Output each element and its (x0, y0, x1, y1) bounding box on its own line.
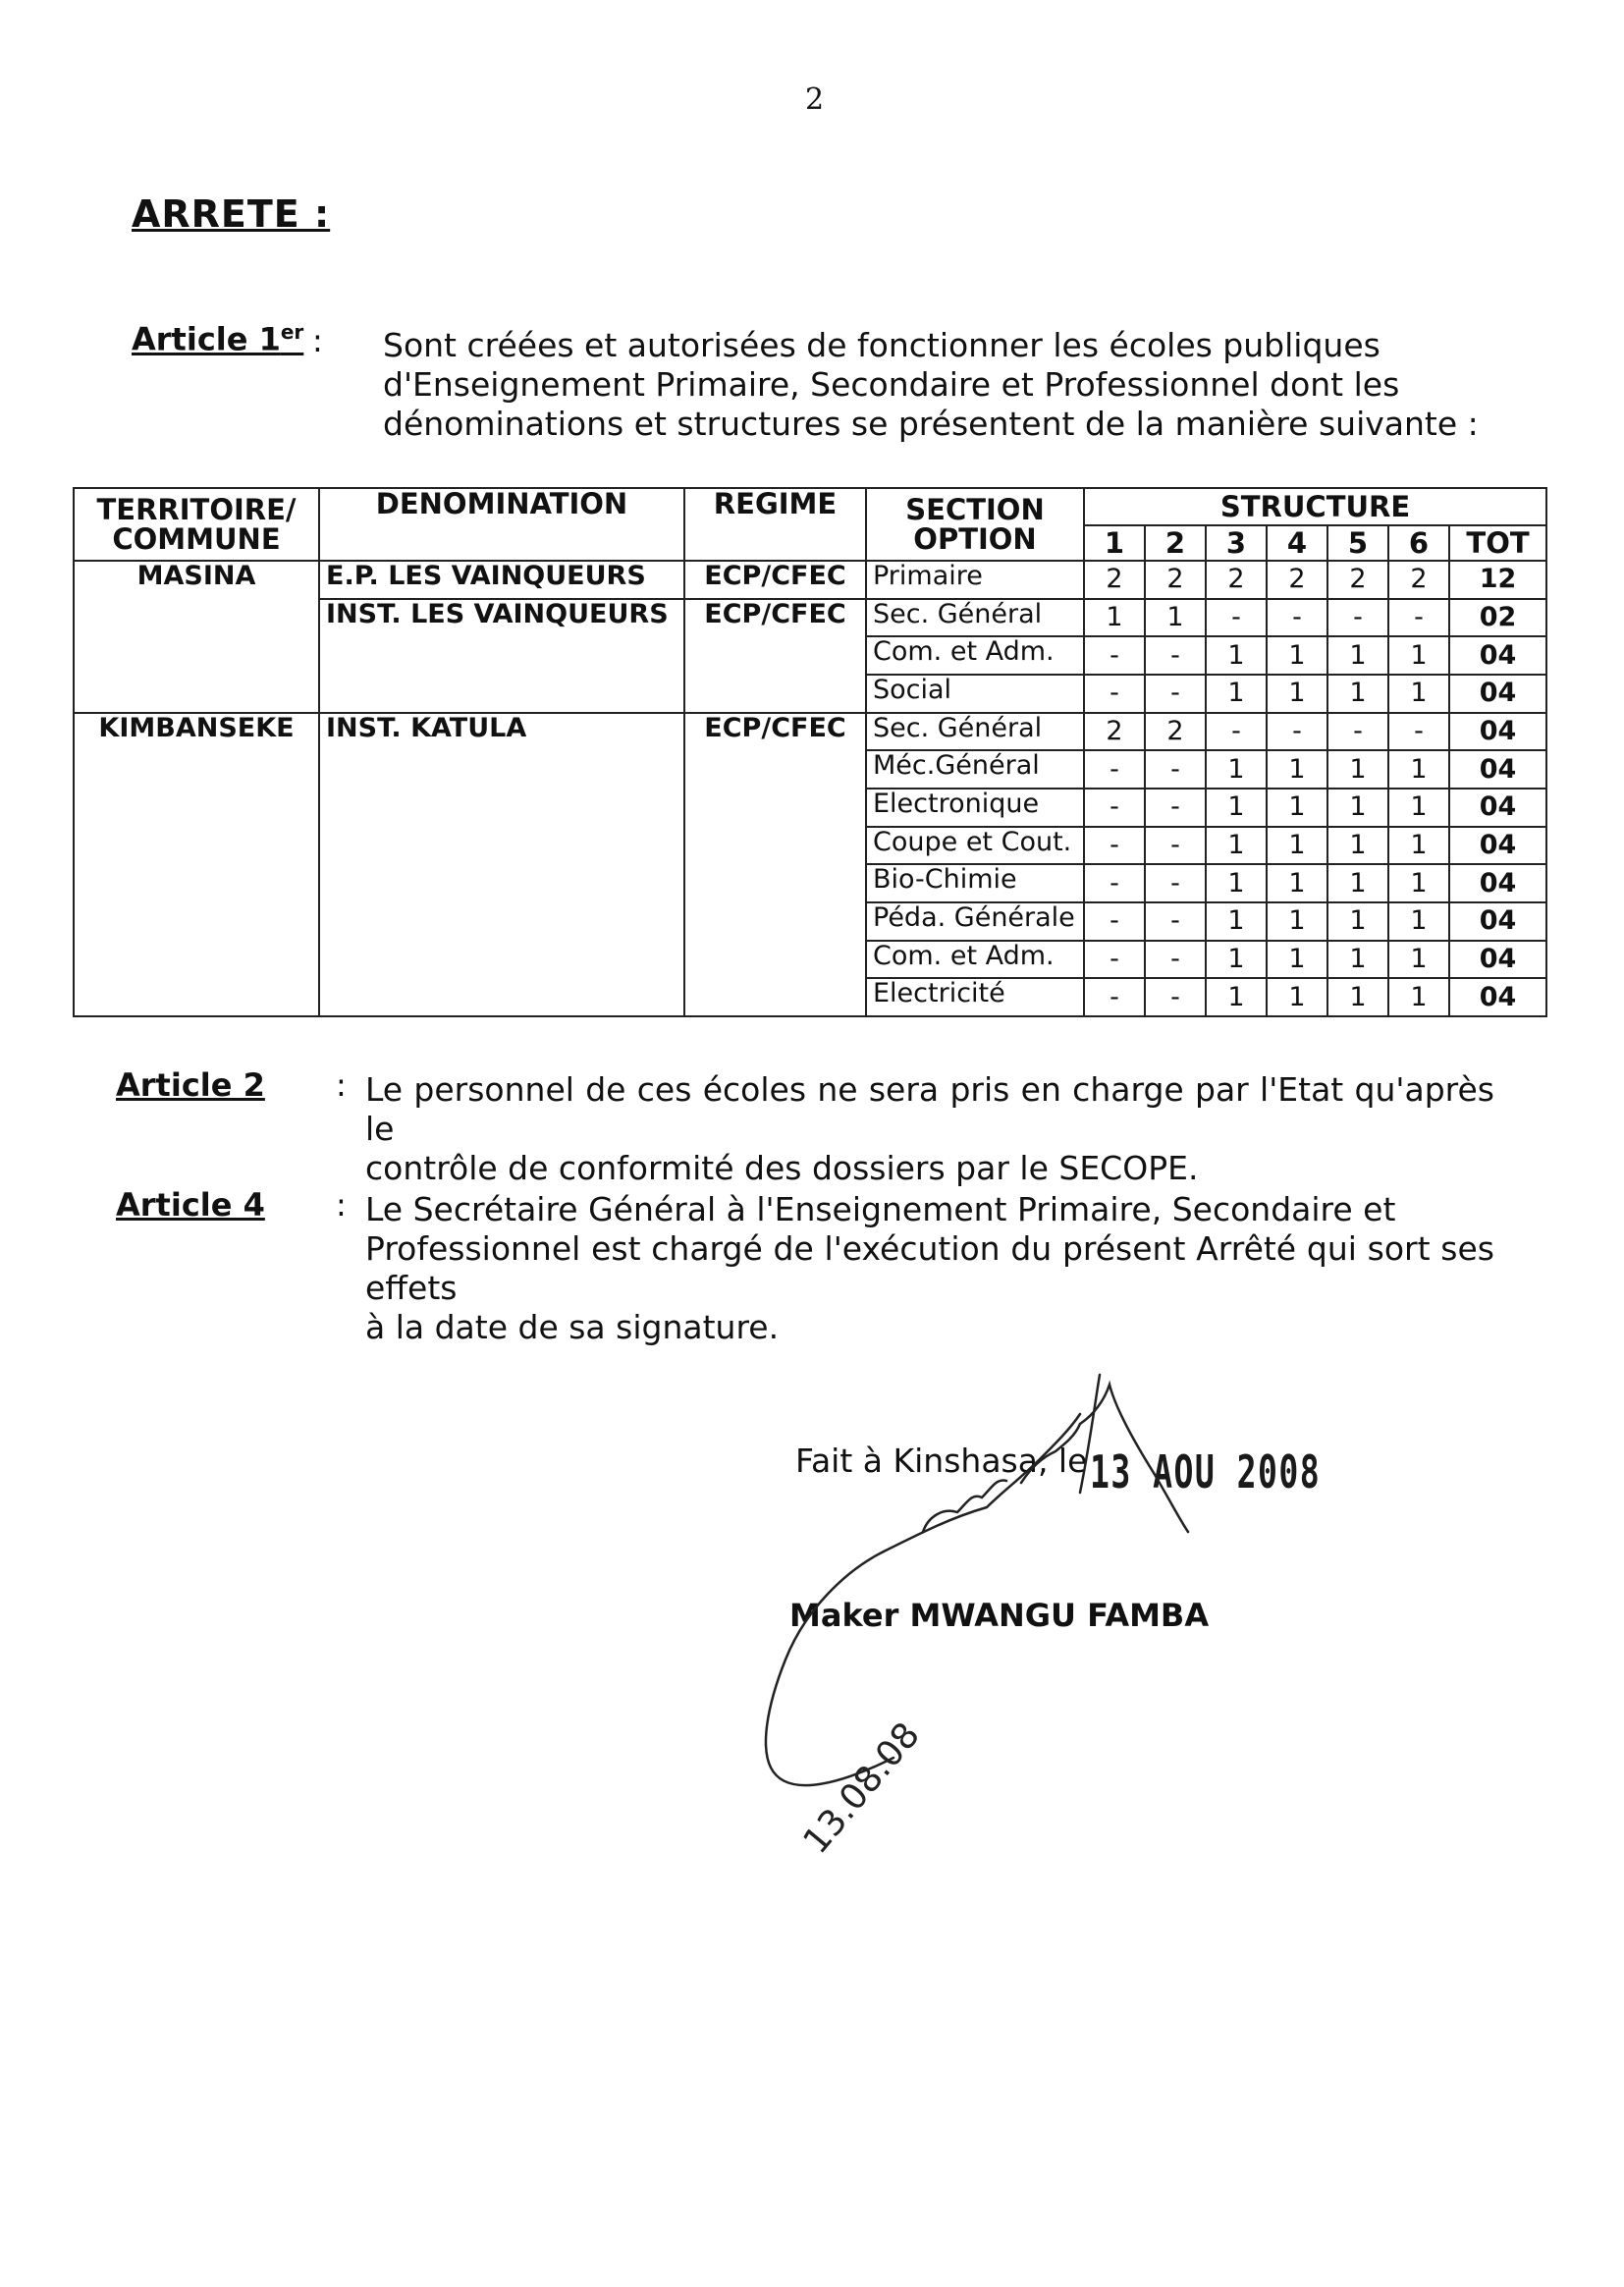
cell-count: 1 (1388, 675, 1449, 713)
cell-count: - (1145, 750, 1206, 789)
cell-count: 1 (1327, 675, 1388, 713)
cell-count: 1 (1206, 941, 1267, 979)
header-regime: REGIME (684, 488, 866, 561)
cell-option: Coupe et Cout. (866, 827, 1084, 865)
cell-regime: ECP/CFEC (684, 599, 866, 713)
cell-count: 1 (1327, 789, 1388, 827)
cell-total: 04 (1449, 864, 1546, 902)
page-number: 2 (805, 82, 825, 117)
cell-count: - (1084, 827, 1145, 865)
cell-count: 1 (1267, 864, 1327, 902)
cell-regime: ECP/CFEC (684, 713, 866, 1016)
header-col: 5 (1327, 525, 1388, 561)
article-2-colon: : (336, 1066, 347, 1104)
cell-option: Péda. Générale (866, 902, 1084, 941)
header-col-total: TOT (1449, 525, 1546, 561)
cell-count: 1 (1206, 636, 1267, 675)
cell-count: 1 (1327, 941, 1388, 979)
article-2-label: Article 2 (116, 1066, 265, 1104)
cell-regime: ECP/CFEC (684, 561, 866, 599)
cell-count: 1 (1267, 827, 1327, 865)
cell-territoire: MASINA (74, 561, 319, 713)
cell-option: Electronique (866, 789, 1084, 827)
cell-count: 1 (1267, 941, 1327, 979)
header-section-option: SECTION OPTION (866, 488, 1084, 561)
cell-total: 04 (1449, 978, 1546, 1016)
header-col: 3 (1206, 525, 1267, 561)
article-1-line: d'Enseignement Primaire, Secondaire et Professionnel dont les (383, 365, 1400, 404)
cell-count: 1 (1267, 675, 1327, 713)
cell-count: 1 (1388, 827, 1449, 865)
cell-count: 2 (1084, 713, 1145, 751)
cell-count: 2 (1327, 561, 1388, 599)
cell-option: Com. et Adm. (866, 941, 1084, 979)
article-2-line: contrôle de conformité des dossiers par le SECOPE. (365, 1149, 1199, 1187)
cell-count: - (1145, 789, 1206, 827)
cell-total: 02 (1449, 599, 1546, 637)
cell-count: 1 (1206, 789, 1267, 827)
cell-count: - (1084, 675, 1145, 713)
cell-count: 2 (1267, 561, 1327, 599)
cell-total: 04 (1449, 750, 1546, 789)
cell-count: 1 (1327, 750, 1388, 789)
cell-count: - (1084, 941, 1145, 979)
cell-count: - (1145, 675, 1206, 713)
cell-count: 1 (1206, 902, 1267, 941)
cell-option: Méc.Général (866, 750, 1084, 789)
cell-total: 12 (1449, 561, 1546, 599)
cell-count: 1 (1267, 902, 1327, 941)
header-col: 1 (1084, 525, 1145, 561)
cell-count: 1 (1084, 599, 1145, 637)
cell-territoire: KIMBANSEKE (74, 713, 319, 1016)
cell-option: Electricité (866, 978, 1084, 1016)
cell-total: 04 (1449, 827, 1546, 865)
cell-option: Social (866, 675, 1084, 713)
cell-total: 04 (1449, 941, 1546, 979)
decree-heading: ARRETE : (132, 192, 331, 236)
cell-count: - (1327, 713, 1388, 751)
cell-count: 1 (1206, 978, 1267, 1016)
cell-count: 1 (1267, 789, 1327, 827)
cell-count: - (1145, 864, 1206, 902)
cell-count: 1 (1327, 864, 1388, 902)
cell-count: - (1084, 750, 1145, 789)
cell-count: 2 (1206, 561, 1267, 599)
article-1-line: dénominations et structures se présentent de la manière suivante : (383, 405, 1479, 443)
cell-count: 1 (1388, 636, 1449, 675)
cell-option: Sec. Général (866, 599, 1084, 637)
signature-place: Fait à Kinshasa, le (795, 1442, 1088, 1480)
cell-count: 1 (1388, 789, 1449, 827)
cell-count: 1 (1267, 636, 1327, 675)
cell-denomination: E.P. LES VAINQUEURS (319, 561, 684, 599)
cell-total: 04 (1449, 713, 1546, 751)
cell-count: 2 (1084, 561, 1145, 599)
cell-count: 1 (1327, 902, 1388, 941)
cell-count: - (1206, 599, 1267, 637)
cell-count: 1 (1388, 750, 1449, 789)
cell-count: 2 (1145, 713, 1206, 751)
signer-name: Maker MWANGU FAMBA (789, 1597, 1210, 1634)
cell-count: - (1145, 941, 1206, 979)
cell-count: - (1327, 599, 1388, 637)
cell-option: Bio-Chimie (866, 864, 1084, 902)
handwritten-date: 13.08.08 (795, 1715, 928, 1862)
article-4-label: Article 4 (116, 1186, 265, 1224)
cell-count: - (1267, 599, 1327, 637)
cell-count: 1 (1267, 978, 1327, 1016)
cell-count: 1 (1327, 978, 1388, 1016)
cell-count: 1 (1267, 750, 1327, 789)
header-denomination: DENOMINATION (319, 488, 684, 561)
cell-option: Sec. Général (866, 713, 1084, 751)
cell-option: Com. et Adm. (866, 636, 1084, 675)
cell-count: 2 (1388, 561, 1449, 599)
cell-count: - (1084, 636, 1145, 675)
cell-count: 1 (1327, 827, 1388, 865)
cell-denomination: INST. KATULA (319, 713, 684, 1016)
cell-count: - (1084, 978, 1145, 1016)
article-4-colon: : (336, 1186, 347, 1224)
header-col: 4 (1267, 525, 1327, 561)
cell-count: - (1145, 978, 1206, 1016)
article-4-line: à la date de sa signature. (365, 1308, 780, 1346)
cell-count: - (1388, 713, 1449, 751)
cell-count: - (1206, 713, 1267, 751)
cell-count: - (1145, 827, 1206, 865)
cell-denomination: INST. LES VAINQUEURS (319, 599, 684, 713)
cell-count: 1 (1327, 636, 1388, 675)
article-4-line: Le Secrétaire Général à l'Enseignement Primaire, Secondaire et (365, 1190, 1396, 1228)
cell-count: - (1084, 902, 1145, 941)
cell-count: 1 (1206, 864, 1267, 902)
cell-count: 1 (1388, 864, 1449, 902)
cell-count: 1 (1388, 978, 1449, 1016)
cell-count: 1 (1388, 941, 1449, 979)
article-1-label-sup: er (280, 320, 304, 344)
article-1-line: Sont créées et autorisées de fonctionner les écoles publiques (383, 326, 1380, 364)
cell-count: 1 (1145, 599, 1206, 637)
header-territoire: TERRITOIRE/ COMMUNE (74, 488, 319, 561)
article-1-label-text: Article 1 (132, 320, 281, 358)
cell-count: - (1267, 713, 1327, 751)
cell-count: 1 (1206, 750, 1267, 789)
cell-total: 04 (1449, 902, 1546, 941)
cell-count: - (1084, 789, 1145, 827)
article-4-line: Professionnel est chargé de l'exécution du présent Arrêté qui sort ses effets (365, 1229, 1494, 1307)
header-structure: STRUCTURE (1084, 488, 1546, 525)
article-1-colon: : (312, 322, 323, 359)
cell-count: 1 (1206, 827, 1267, 865)
cell-count: - (1145, 636, 1206, 675)
cell-total: 04 (1449, 675, 1546, 713)
cell-option: Primaire (866, 561, 1084, 599)
cell-count: 2 (1145, 561, 1206, 599)
date-stamp: 13 AOU 2008 (1090, 1445, 1322, 1498)
header-col: 2 (1145, 525, 1206, 561)
article-2-line: Le personnel de ces écoles ne sera pris en charge par l'Etat qu'après le (365, 1070, 1494, 1148)
cell-total: 04 (1449, 789, 1546, 827)
cell-count: 1 (1388, 902, 1449, 941)
cell-total: 04 (1449, 636, 1546, 675)
cell-count: - (1388, 599, 1449, 637)
cell-count: 1 (1206, 675, 1267, 713)
header-col: 6 (1388, 525, 1449, 561)
cell-count: - (1084, 864, 1145, 902)
cell-count: - (1145, 902, 1206, 941)
